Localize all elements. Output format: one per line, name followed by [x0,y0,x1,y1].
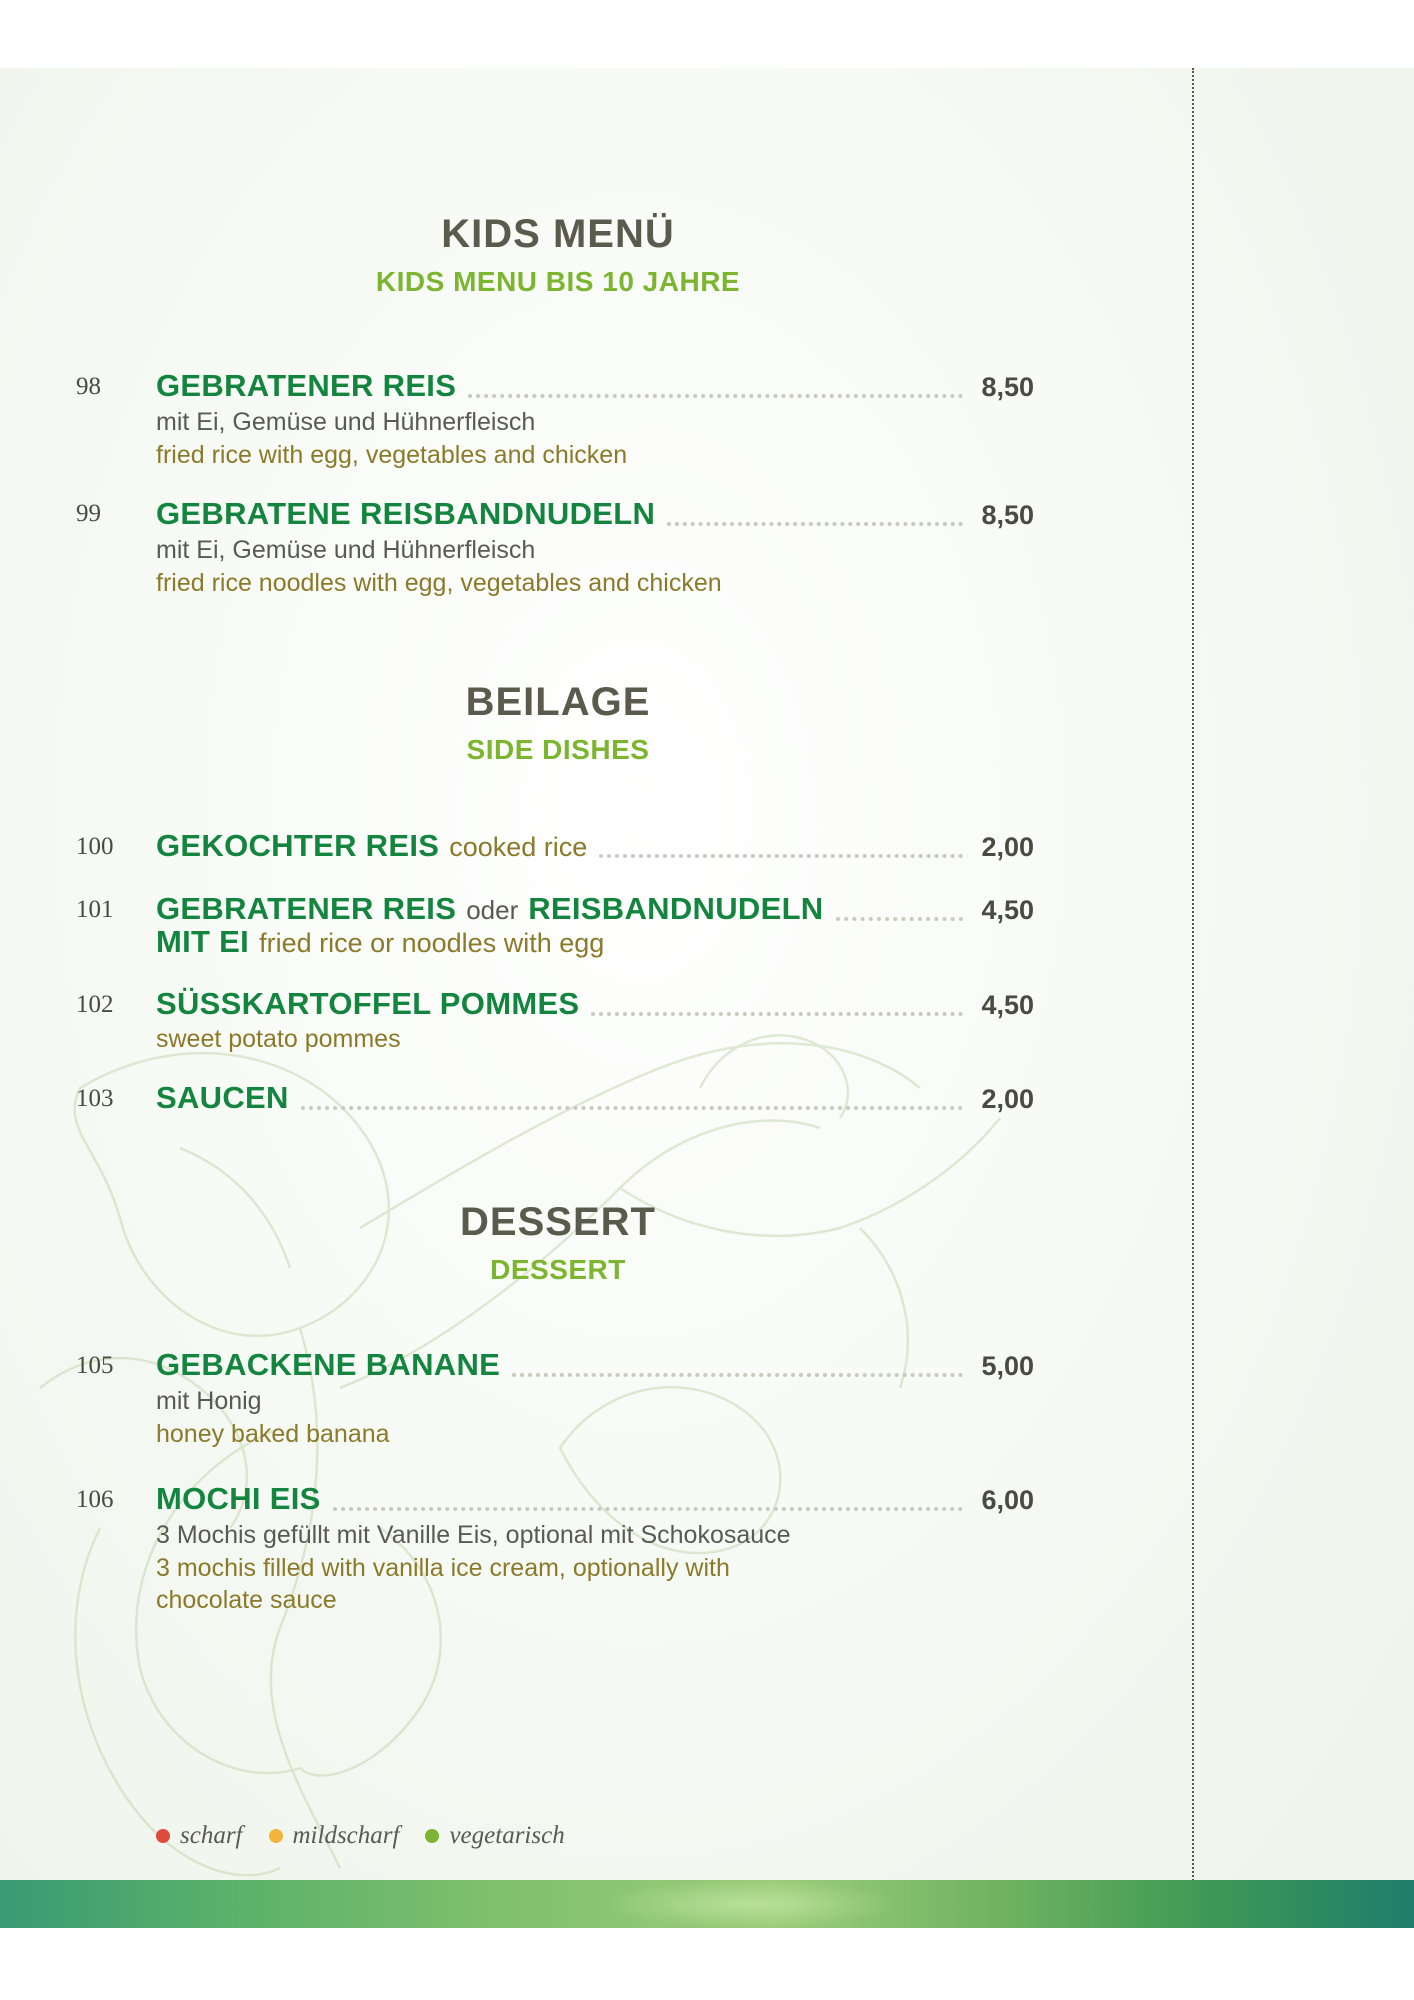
item-connector: oder [466,895,519,925]
menu-item-row [156,368,1034,408]
section-subtitle-kids: KIDS MENU BIS 10 JAHRE [375,266,741,297]
item-description-en: sweet potato pommes [156,1025,401,1053]
dot-leader [836,917,964,921]
item-price: 4,50 [981,990,1034,1020]
item-price: 8,50 [981,372,1034,402]
legend-label: scharf [180,1822,243,1849]
item-number: 103 [76,1085,114,1112]
dot-leader [512,1373,963,1377]
section-subtitle-dessert: DESSERT [490,1254,626,1285]
bottom-band-highlight [600,1880,900,1928]
item-name: SÜSSKARTOFFEL POMMES [156,986,580,1021]
legend-item-vegetarisch [425,1822,564,1850]
dot-leader [301,1106,964,1110]
page-fold-line [1192,68,1194,1928]
item-name: MOCHI EIS [156,1481,321,1516]
legend-label: mildscharf [292,1822,400,1849]
item-name: GEBRATENER REIS [156,368,457,403]
legend-item-scharf [156,1822,243,1850]
yellow-dot-icon [269,1829,283,1843]
item-description-en: fried rice with egg, vegetables and chicken [156,441,628,469]
dot-leader [468,394,963,398]
item-price: 4,50 [981,895,1034,925]
red-dot-icon [156,1829,170,1843]
item-inline-en: fried rice or noodles with egg [259,928,605,958]
item-number: 105 [76,1352,114,1379]
section-title-dessert: DESSERT [460,1200,656,1244]
green-dot-icon [425,1829,439,1843]
item-description-de: mit Honig [156,1387,262,1415]
item-number: 106 [76,1486,114,1513]
item-price: 8,50 [981,500,1034,530]
legend-label: vegetarisch [449,1822,565,1849]
section-title-beilage: BEILAGE [465,680,651,724]
legend-item-mildscharf [269,1822,400,1850]
dot-leader [333,1507,964,1511]
menu-item-row [156,1080,1034,1120]
item-name: SAUCEN [156,1080,289,1115]
menu-item-row [156,828,1034,868]
legend [156,1818,591,1854]
item-number: 99 [76,500,101,527]
item-name: GEBRATENE REISBANDNUDELN [156,496,656,531]
dot-leader [667,522,963,526]
item-price: 2,00 [981,1084,1034,1114]
item-name-suffix: MIT EI [156,924,250,959]
item-description-de: mit Ei, Gemüse und Hühnerfleisch [156,536,536,564]
item-price: 6,00 [981,1485,1034,1515]
item-description-en-continued: chocolate sauce [156,1586,337,1614]
item-number: 98 [76,373,101,400]
section-title-kids: KIDS MENÜ [441,212,675,256]
item-name-alt: REISBANDNUDELN [528,891,824,926]
item-description-en: 3 mochis filled with vanilla ice cream, optionally with [156,1554,730,1582]
menu-item-row [156,1347,1034,1387]
menu-item-row-continued [156,924,1034,964]
section-subtitle-beilage: SIDE DISHES [466,734,650,765]
item-name: GEBACKENE BANANE [156,1347,501,1382]
item-price: 5,00 [981,1351,1034,1381]
menu-item-row [156,986,1034,1026]
dot-leader [599,854,963,858]
item-name: GEBRATENER REIS [156,891,457,926]
menu-item-row [156,1481,1034,1521]
menu-item-row [156,496,1034,536]
item-name: GEKOCHTER REIS [156,828,440,863]
item-description-de: 3 Mochis gefüllt mit Vanille Eis, optional mit Schokosauce [156,1521,791,1549]
item-number: 100 [76,833,114,860]
item-price: 2,00 [981,832,1034,862]
item-description-en: fried rice noodles with egg, vegetables and chicken [156,569,722,597]
item-number: 101 [76,896,114,923]
item-description-en: honey baked banana [156,1420,390,1448]
item-inline-en: cooked rice [449,832,588,862]
dot-leader [591,1012,963,1016]
item-description-de: mit Ei, Gemüse und Hühnerfleisch [156,408,536,436]
item-number: 102 [76,991,114,1018]
